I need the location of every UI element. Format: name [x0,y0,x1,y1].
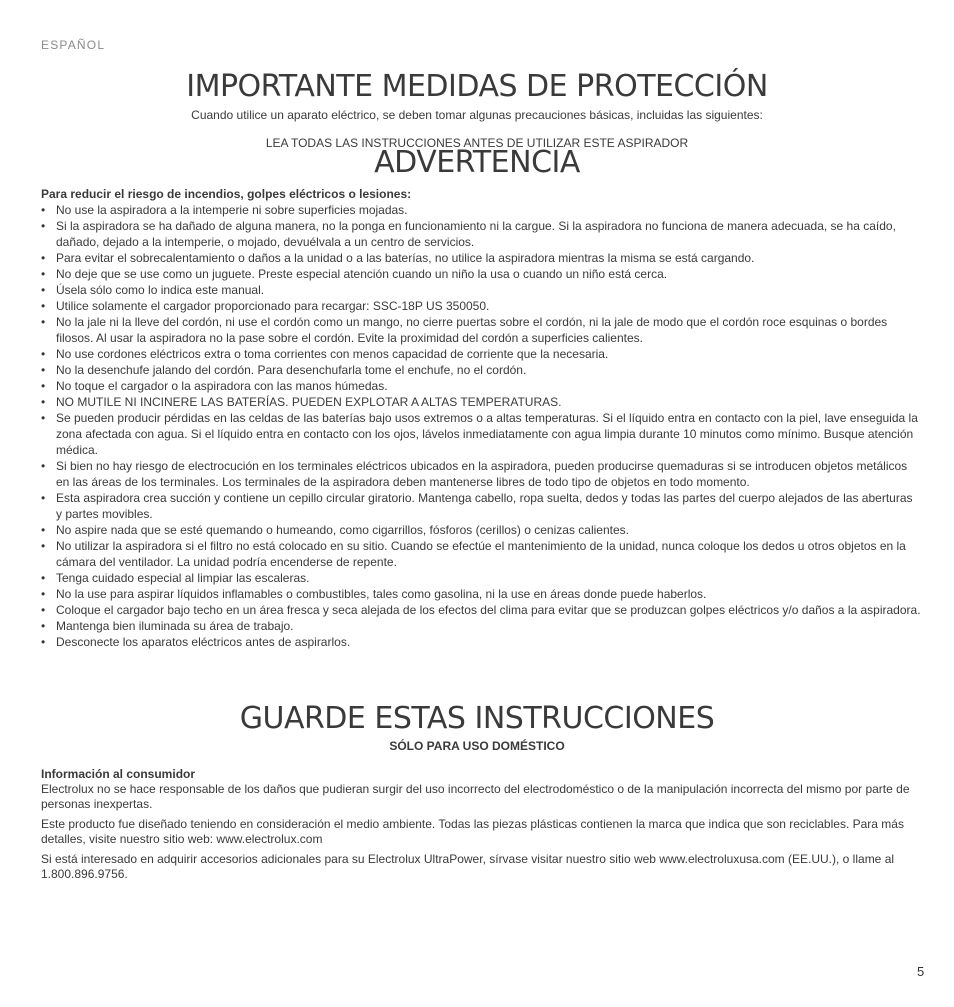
warning-item [41,362,921,378]
warning-text: Si bien no hay riesgo de electrocución en los terminales eléctricos ubicados en la aspiradora, pueden producirse quemaduras si se introducen objetos metálicos en las áreas de los terminales. Los terminales de la aspiradora deben mantenerse libres de todo tipo de objetos en todo momento. [56,459,908,489]
bullet-icon: • [41,315,46,329]
language-label: ESPAÑOL [41,38,106,52]
warning-text: Mantenga bien iluminada su área de trabajo. [56,619,294,633]
consumer-info-section [41,767,921,887]
warning-item [41,634,921,650]
bullet-icon: • [41,619,46,633]
warning-lead: Para reducir el riesgo de incendios, golpes eléctricos o lesiones: [41,187,412,201]
read-all-instructions: LEA TODAS LAS INSTRUCCIONES ANTES DE UTILIZAR ESTE ASPIRADOR [265,136,689,150]
warning-text: No deje que se use como un juguete. Preste especial atención cuando un niño la usa o cuando un niño está cerca. [56,267,668,281]
warning-text: No aspire nada que se esté quemando o humeando, como cigarrillos, fósforos (cerillos) o cenizas calientes. [56,523,629,537]
warning-item [41,538,921,570]
warning-text: No use la aspiradora a la intemperie ni sobre superficies mojadas. [56,203,408,217]
warning-item [41,298,921,314]
bullet-icon: • [41,299,46,313]
bullet-icon: • [41,363,46,377]
bullet-icon: • [41,219,46,233]
warning-item [41,266,921,282]
warning-text: Utilice solamente el cargador proporcionado para recargar: SSC-18P US 350050. [56,299,490,313]
warning-text: NO MUTILE NI INCINERE LAS BATERÍAS. PUEDEN EXPLOTAR A ALTAS TEMPERATURAS. [56,395,562,409]
main-title: IMPORTANTE MEDIDAS DE PROTECCIÓN [186,69,768,104]
bullet-icon: • [41,587,46,601]
bullet-icon: • [41,283,46,297]
bullet-icon: • [41,251,46,265]
household-only: SÓLO PARA USO DOMÉSTICO [389,739,565,753]
warning-section [41,186,921,650]
warning-text: No la jale ni la lleve del cordón, ni use el cordón como un mango, no cierre puertas sobre el cordón, ni la jale de modo que el cordón roce esquinas o bordes filosos. Al usar la aspiradora no la pase sobre el cordón. Evite la proximidad del cordón a superficies calientes. [56,315,888,345]
warning-text: Esta aspiradora crea succión y contiene un cepillo circular giratorio. Mantenga cabello, ropa suelta, dedos y todas las partes del cuerpo alejados de las aberturas y partes movibles. [56,491,913,521]
save-instructions-title: GUARDE ESTAS INSTRUCCIONES [239,701,715,736]
page-number: 5 [917,964,925,979]
consumer-info-paragraph: Electrolux no se hace responsable de los daños que pudieran surgir del uso incorrecto del electrodoméstico o de la manipulación incorrecta del mismo por parte de personas inexpertas. [41,782,910,811]
bullet-icon: • [41,539,46,553]
bullet-icon: • [41,603,46,617]
warning-text: Si la aspiradora se ha dañado de alguna manera, no la ponga en funcionamiento ni la cargue. Si la aspiradora no funciona de manera adecuada, se ha caído, dañado, dejado a la intemperie, o mojado, devuélvala a un centro de servicios. [56,219,896,249]
warning-item [41,490,921,522]
warning-text: Úsela sólo como lo indica este manual. [56,283,265,297]
warning-text: Para evitar el sobrecalentamiento o daños a la unidad o a las baterías, no utilice la aspiradora mientras la misma se está cargando. [56,251,755,265]
warning-item [41,202,921,218]
warning-item [41,586,921,602]
warning-text: No utilizar la aspiradora si el filtro no está colocado en su sitio. Cuando se efectúe el mantenimiento de la unidad, nunca coloque los dedos u otros objetos en la cámara del ventilador. La unidad podría encenderse de repente. [56,539,906,569]
bullet-icon: • [41,395,46,409]
consumer-info-paragraph: Si está interesado en adquirir accesorios adicionales para su Electrolux UltraPower, sírvase visitar nuestro sitio web www.electroluxusa.com (EE.UU.), o llame al 1.800.896.9756. [41,852,895,881]
warning-item [41,618,921,634]
bullet-icon: • [41,379,46,393]
bullet-icon: • [41,267,46,281]
warning-item [41,378,921,394]
warning-list [41,202,921,650]
warning-item [41,250,921,266]
bullet-icon: • [41,459,46,473]
warning-text: No la desenchufe jalando del cordón. Para desenchufarla tome el enchufe, no el cordón. [56,363,527,377]
warning-text: No la use para aspirar líquidos inflamables o combustibles, tales como gasolina, ni la use en áreas donde puede haberlos. [56,587,707,601]
bullet-icon: • [41,411,46,425]
warning-item [41,522,921,538]
warning-item [41,570,921,586]
warning-text: Coloque el cargador bajo techo en un área fresca y seca alejada de los efectos del clima para evitar que se produzcan golpes eléctricos y/o daños a la aspiradora. [56,603,921,617]
bullet-icon: • [41,203,46,217]
bullet-icon: • [41,347,46,361]
intro-text: Cuando utilice un aparato eléctrico, se deben tomar algunas precauciones básicas, incluidas las siguientes: [191,108,763,122]
consumer-info-paragraph: Este producto fue diseñado teniendo en consideración el medio ambiente. Todas las piezas plásticas contienen la marca que indica que son reciclables. Para más detalles, visite nuestro sitio web: www.electrolux.com [41,817,904,846]
warning-item [41,602,921,618]
consumer-info-heading: Información al consumidor [41,767,196,781]
warning-item [41,410,921,458]
warning-item [41,394,921,410]
bullet-icon: • [41,523,46,537]
warning-text: Se pueden producir pérdidas en las celdas de las baterías bajo usos extremos o a altas temperaturas. Si el líquido entra en contacto con la piel, lave enseguida la zona afectada con agua. Si el líquido entra en contacto con los ojos, lávelos inmediatamente con agua limpia durante 10 minutos como mínimo. Busque atención médica. [56,411,918,457]
warning-item [41,346,921,362]
warning-item [41,458,921,490]
warning-text: Desconecte los aparatos eléctricos antes de aspirarlos. [56,635,351,649]
warning-item [41,218,921,250]
bullet-icon: • [41,571,46,585]
warning-item [41,282,921,298]
bullet-icon: • [41,635,46,649]
warning-item [41,314,921,346]
warning-title: ADVERTENCIA [374,145,580,180]
warning-text: Tenga cuidado especial al limpiar las escaleras. [56,571,310,585]
bullet-icon: • [41,491,46,505]
warning-text: No use cordones eléctricos extra o toma corrientes con menos capacidad de corriente que la necesaria. [56,347,609,361]
warning-text: No toque el cargador o la aspiradora con las manos húmedas. [56,379,388,393]
